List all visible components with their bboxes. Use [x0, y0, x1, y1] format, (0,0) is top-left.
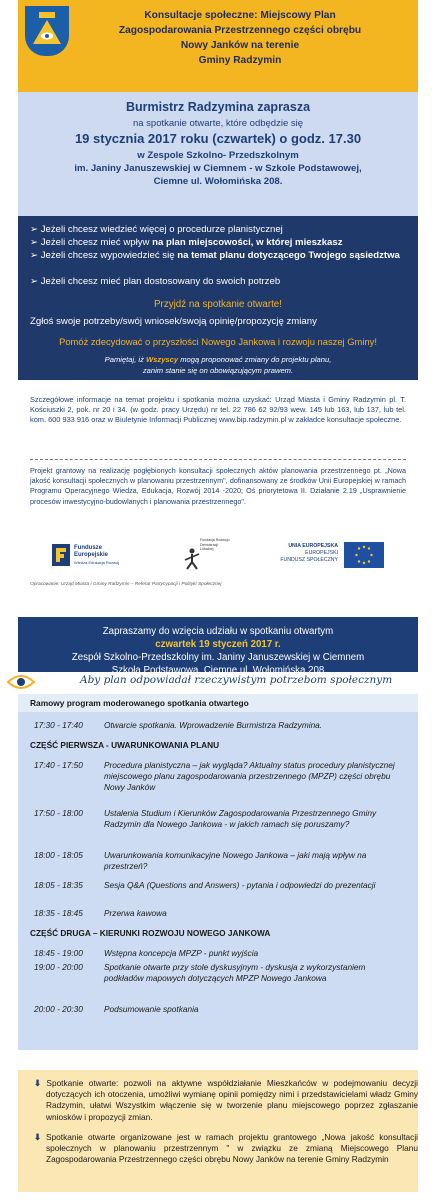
meeting-banner — [18, 617, 418, 676]
header-line: Zagospodarowania Przestrzennego części obrębu — [118, 25, 362, 36]
place-line: Ciemne ul. Wołomińska 208. — [153, 176, 283, 187]
program-item: 17:30 - 17:40 Otwarcie spotkania. Wprowadzenie Burmistrza Radzymina. — [34, 720, 323, 730]
logos-row — [30, 538, 406, 572]
summary-paragraph: ⬇ Spotkanie otwarte organizowane jest w ramach projektu grantowego „Nowa jakość konsultacji społecznych w planowaniu przestrzennym " w związku ze zmianą Miejscowego Planu Zagospodarowania Przestrzennego części obrębu Nowy Janków na terenie Gminy Radzymin — [34, 1132, 419, 1165]
eu-logo: UNIA EUROPEJSKA EUROPEJSKI FUNDUSZ SPOŁECZNY — [266, 542, 406, 570]
invitation-box — [18, 92, 418, 216]
project-info: Projekt grantowy na realizację pogłębionych konsultacji społecznych aktów planowania przestrzennego pt. „Nowa jakość konsultacji społecznych w planowaniu przestrzennym", dofinansowany ze środków Unii Europejskiej w ramach Programu Operacyjnego Wiedza, Edukacja, Rozwój 2014 -2020; Oś priorytetowa II. Działanie 2.19 „Usprawnienie procesów inwestycyjno-budowlanych i planowania przestrzennego". — [30, 466, 406, 506]
invitation-subtitle: na spotkanie otwarte, które odbędzie się — [132, 118, 304, 129]
bullet-item: ➢ Jeżeli chcesz wiedzieć więcej o procedurze planistycznej — [30, 224, 283, 235]
invitation-place — [18, 149, 418, 188]
program-item: 18:35 - 18:45 Przerwa kawowa — [34, 908, 167, 918]
header-line: Konsultacje społeczne: Miejscowy Plan — [144, 10, 336, 21]
header-line: Nowy Janków na terenie — [180, 40, 300, 51]
tagline: Aby plan odpowiadał rzeczywistym potrzebom społecznym — [80, 674, 393, 686]
remember-text: Pamiętaj, iż Wszyscy mogą proponować zmiany do projektu planu, zanim stanie się on obowiązującym prawem. — [104, 355, 332, 375]
program-item: 18:05 - 18:35 Sesja Q&A (Questions and Answers) - pytania i odpowiedzi do prezentacji — [34, 880, 376, 890]
prepared-by-note: Opracowanie: Urząd Miasta i Gminy Radzymin – Referat Partycypacji i Polityki Społecznej — [30, 582, 222, 587]
banner-line: Zespół Szkolno-Przedszkolny im. Janiny Januszewskiej w Ciemnem — [71, 652, 365, 663]
eye-logo-icon — [6, 670, 36, 694]
arrow-down-icon: ⬇ — [34, 1132, 41, 1142]
header-title — [75, 8, 405, 68]
program-item: 20:00 - 20:30 Podsumowanie spotkania — [34, 1004, 199, 1014]
banner-date: czwartek 19 styczeń 2017 r. — [155, 639, 281, 650]
header-line: Gminy Radzymin — [198, 55, 282, 66]
summary-box — [18, 1070, 418, 1192]
eu-flag-icon — [344, 542, 384, 568]
program-item: 17:40 - 17:50 Procedura planistyczna – jak wygląda? Aktualny status procedury planistycznej miejscowego planu zagospodarowania przestrzennego (MPZP) części obrębu Nowy Janków — [34, 760, 395, 792]
contact-info: Szczegółowe informacje na temat projektu i spotkania można uzyskać: Urząd Miasta i Gminy Radzymin pl. T. Kościuszki 2, pok. nr 20 i 34. (w godz. pracy Urzędu) nr tel. 22 786 62 92/93 wew. 145 lub 163, lub 137, lub tel. kom. 600 933 916 oraz w Biuletynie Informacji Publicznej www.bip.radzymin.pl w zakładce konsultacje społeczne. — [30, 395, 406, 425]
invitation-title: Burmistrz Radzymina zaprasza — [125, 100, 311, 114]
part-two-heading: CZĘŚĆ DRUGA – KIERUNKI ROZWOJU NOWEGO JANKOWA — [30, 928, 271, 938]
bullet-item: ➢ Jeżeli chcesz mieć wpływ na plan miejscowości, w której mieszkasz — [30, 237, 343, 248]
summary-paragraph: ⬇ Spotkanie otwarte: pozwoli na aktywne współdziałanie Mieszkańców w podejmowaniu decyzji dotyczących ich otoczenia, umożliwi wymianę opinii pomiędzy nimi i przedstawicielami władz Gminy Radzymin, ułatwi Wszystkim włączenie się w tworzenie planu miejscowego poprzez zgłaszanie wniosków i propozycji zmian. — [34, 1078, 418, 1122]
bullet-item: ➢ Jeżeli chcesz mieć plan dostosowany do swoich potrzeb — [30, 276, 281, 287]
program-heading: Ramowy program moderowanego spotkania otwartego — [18, 694, 418, 712]
banner-line: Szkoła Podstawowa, Ciemne ul. Wołomińska 208 — [111, 665, 325, 676]
come-text: Przyjdź na spotkanie otwarte! — [154, 299, 282, 310]
program-item: 18:00 - 18:05 Uwarunkowania komunikacyjne Nowego Jankowa – jaki mają wpływ na przestrzeń? — [34, 850, 367, 871]
bullet-item: ➢ Jeżeli chcesz wypowiedzieć się na temat planu dotyczącego Twojego sąsiedztwa — [30, 250, 400, 261]
arrow-down-icon: ⬇ — [34, 1078, 41, 1088]
banner-line: Zapraszamy do wzięcia udziału w spotkaniu otwartym — [102, 626, 334, 637]
decide-text: Pomóż zdecydować o przyszłości Nowego Jankowa i rozwoju naszej Gminy! — [59, 336, 377, 347]
program-box — [18, 694, 418, 1050]
coat-of-arms-icon — [25, 6, 69, 56]
fundusze-europejskie-logo: Fundusze Europejskie Wiedza Edukacja Rozwój — [52, 544, 142, 570]
invitation-date: 19 stycznia 2017 roku (czwartek) o godz. 17.30 — [74, 131, 362, 146]
program-item: 17:50 - 18:00 Ustalenia Studium i Kierunków Zagospodarowania Przestrzennego Gminy Radzymin dla Nowego Jankowa - w jakich ramach się poruszamy? — [34, 808, 377, 829]
place-line: im. Janiny Januszewskiej w Ciemnem - w Szkole Podstawowej, — [74, 163, 362, 174]
part-one-heading: CZĘŚĆ PIERWSZA - UWARUNKOWANIA PLANU — [30, 740, 220, 750]
call-to-action-box — [18, 216, 418, 380]
program-item: 18:45 - 19:00 Wstępna koncepcja MPZP - punkt wyjścia — [34, 948, 259, 958]
fundacja-logo: Fundacja Rozwoju Demokracji Lokalnej — [170, 538, 230, 570]
program-item: 19:00 - 20:00 Spotkanie otwarte przy stole dyskusyjnym - dyskusja z wykorzystaniem podkładów mapowych dotyczących MPZP Nowego Jankowa — [34, 962, 366, 983]
divider — [30, 459, 406, 460]
submit-text: Zgłoś swoje potrzeby/swój wniosek/swoją opinię/propozycję zmiany — [30, 316, 317, 327]
place-line: w Zespole Szkolno- Przedszkolnym — [137, 150, 299, 161]
